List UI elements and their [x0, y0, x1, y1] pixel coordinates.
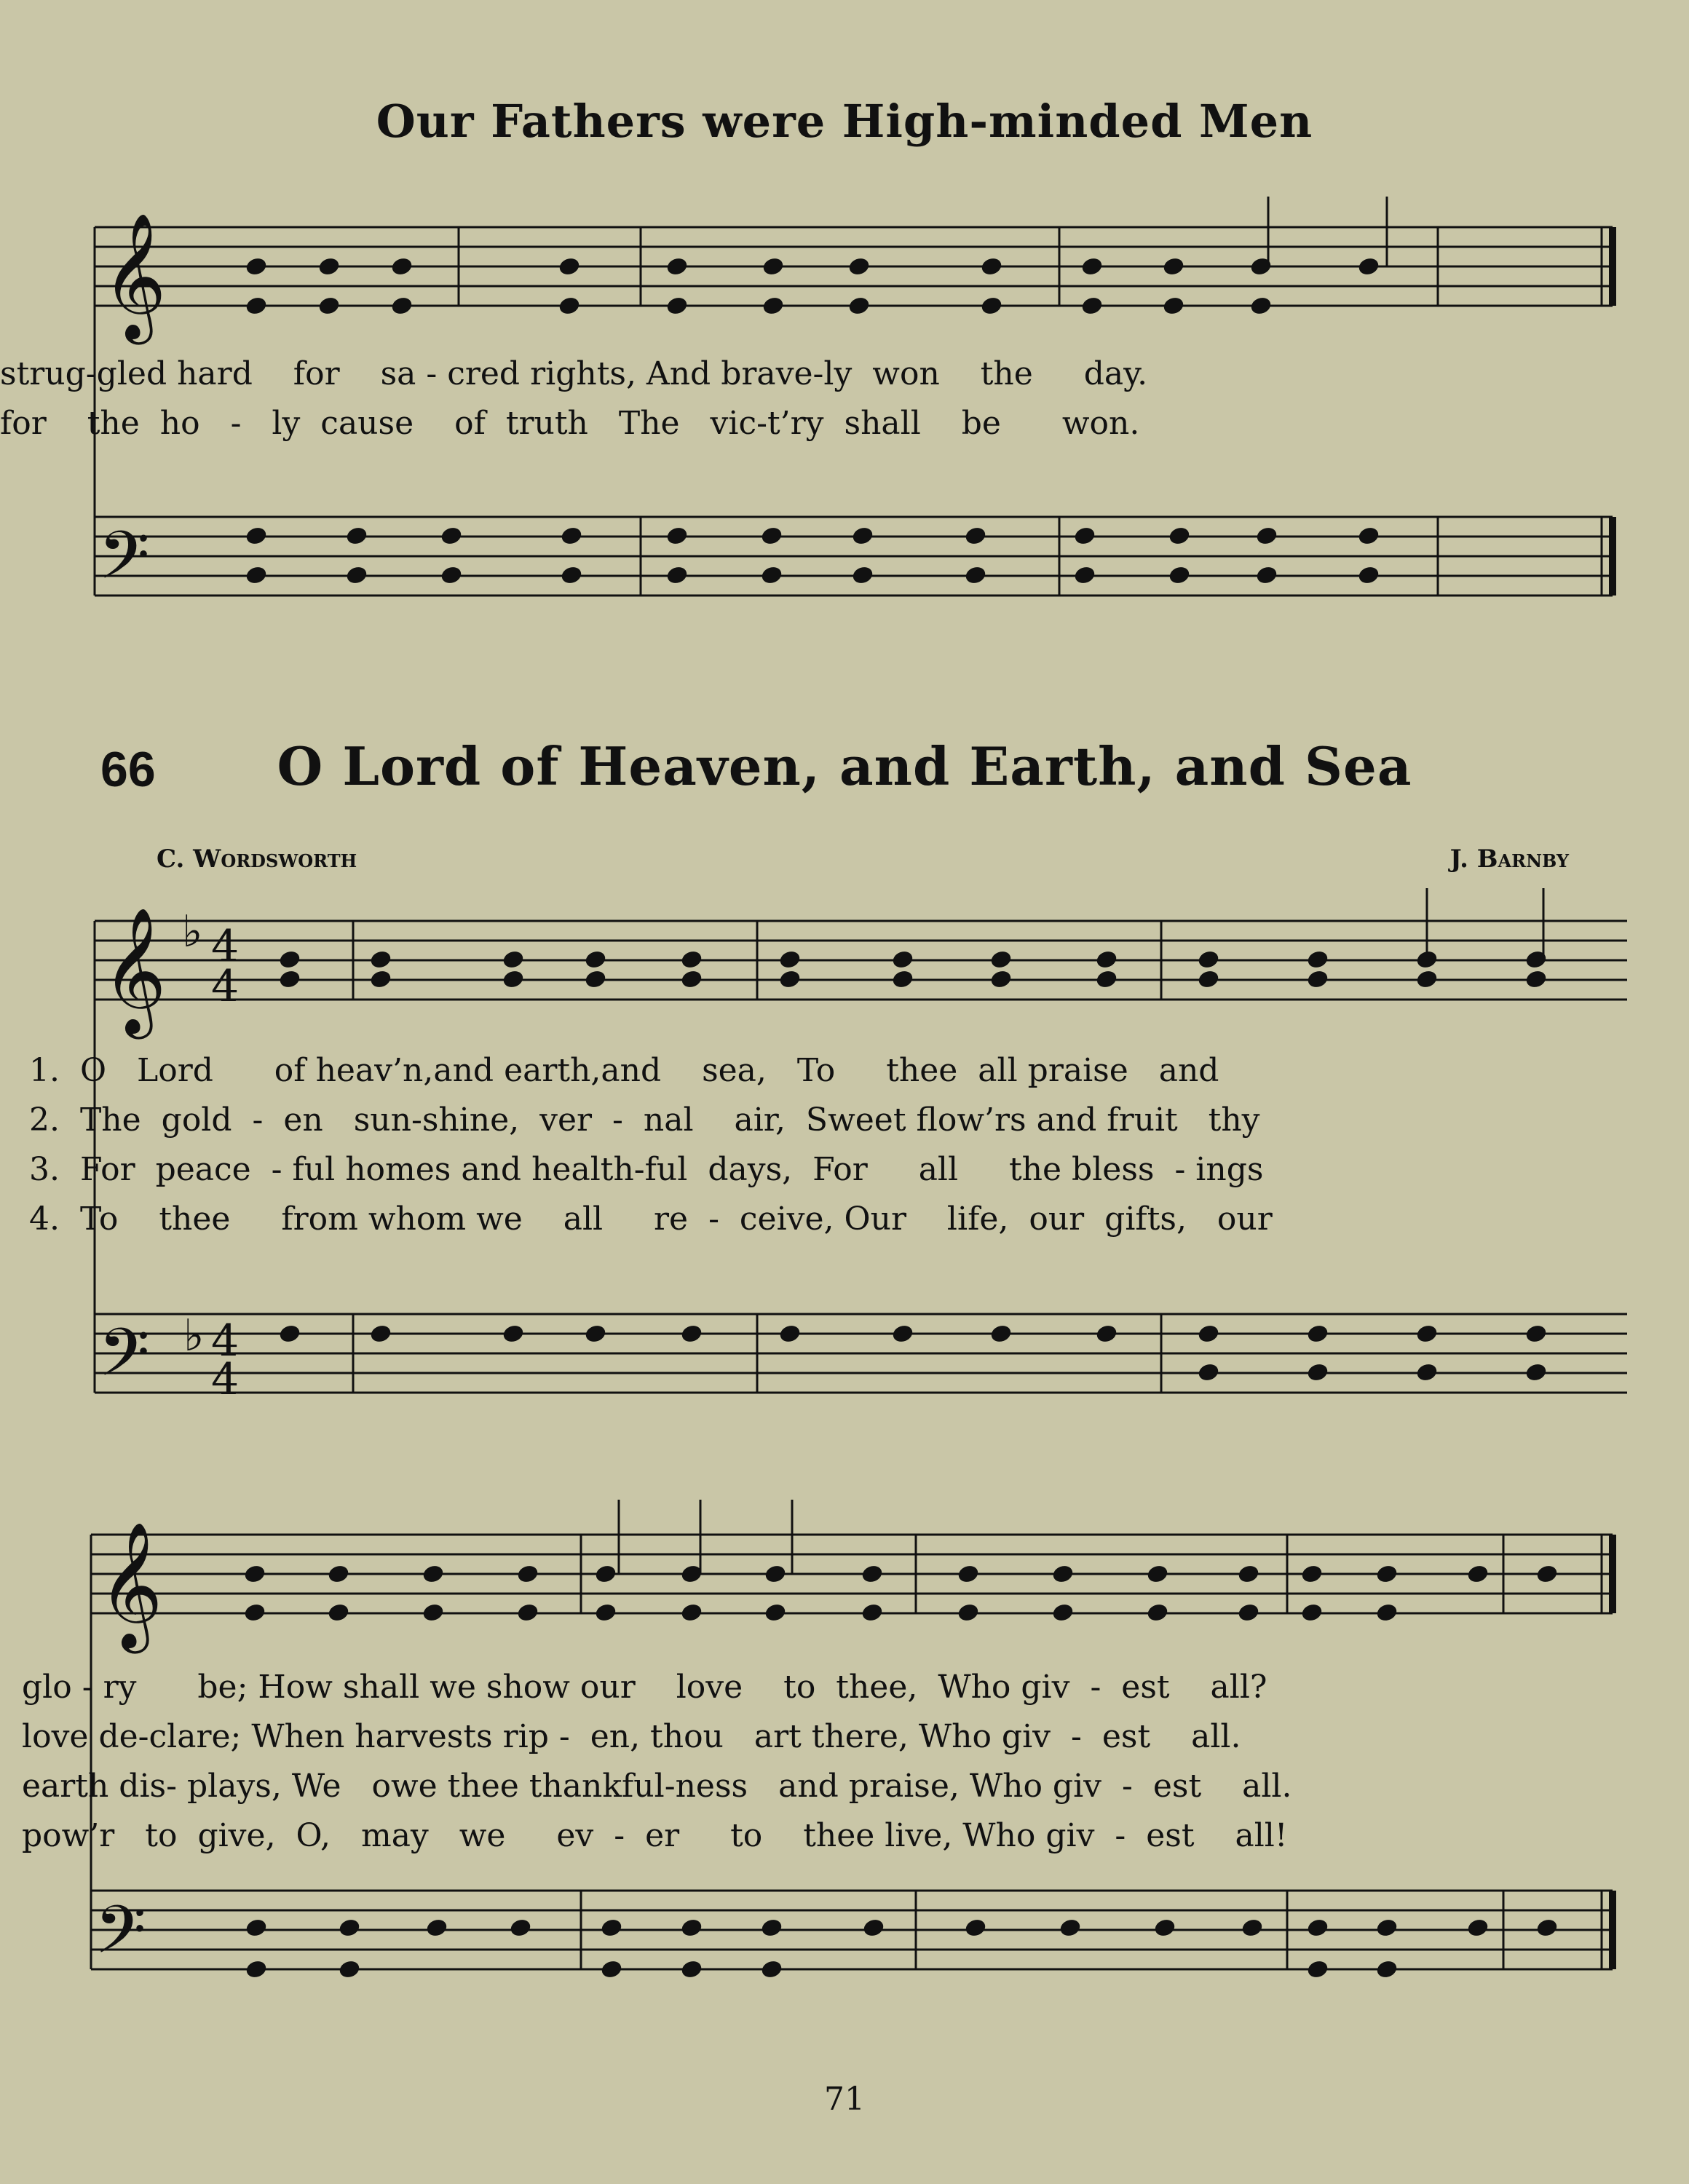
note-head — [317, 296, 340, 316]
note-head — [1249, 296, 1272, 316]
note-head — [422, 1564, 444, 1584]
note-head — [390, 256, 413, 277]
time-signature-bottom: 4 — [211, 961, 240, 1012]
bass-clef: 𝄢 — [98, 517, 150, 610]
note-head — [1535, 1564, 1558, 1584]
note-head — [778, 969, 801, 989]
note-head — [558, 256, 580, 277]
time-signature-top: 4 — [211, 921, 240, 972]
note-head — [762, 256, 784, 277]
note-head — [1095, 1324, 1118, 1344]
note-head — [1306, 1324, 1329, 1344]
note-head — [891, 1324, 914, 1344]
note-head — [1168, 526, 1190, 546]
note-head — [680, 1918, 703, 1938]
note-head — [338, 1959, 360, 1979]
note-head — [764, 1564, 786, 1584]
note-head — [1237, 1602, 1259, 1623]
note-head — [851, 565, 874, 585]
note-head — [1095, 949, 1118, 970]
note-head — [1197, 949, 1219, 970]
note-head — [584, 969, 606, 989]
note-head — [327, 1602, 349, 1623]
note-head — [680, 1959, 703, 1979]
note-head — [1306, 949, 1329, 970]
note-head — [502, 969, 524, 989]
note-head — [1375, 1564, 1398, 1584]
time-signature-bottom: 4 — [211, 1354, 240, 1405]
note-head — [980, 296, 1002, 316]
note-head — [760, 1918, 783, 1938]
hymn-66-verse-4: 4. To thee from whom we all re - ceive, Our life, our gifts, our — [29, 1200, 1273, 1238]
hymn-65-title: Our Fathers were High-minded Men — [376, 95, 1313, 148]
note-head — [245, 1918, 267, 1938]
composer-credit: J. Barnby — [1449, 844, 1569, 874]
note-head — [1466, 1564, 1489, 1584]
flat-sign: ♭ — [183, 1310, 205, 1361]
note-head — [594, 1602, 617, 1623]
hymn-65-verse-1: strug-gled hard for sa - cred rights, And brave-ly won the day. — [0, 355, 1148, 392]
note-head — [1415, 969, 1438, 989]
note-head — [560, 526, 582, 546]
note-head — [1153, 1918, 1176, 1938]
note-head — [245, 1959, 267, 1979]
note-head — [369, 949, 392, 970]
final-barline-thick — [1609, 1891, 1616, 1969]
note-head — [516, 1602, 539, 1623]
note-head — [680, 969, 703, 989]
note-head — [964, 526, 986, 546]
note-head — [851, 526, 874, 546]
note-head — [245, 256, 267, 277]
note-head — [989, 1324, 1012, 1344]
note-head — [1357, 256, 1380, 277]
note-head — [665, 565, 688, 585]
note-head — [245, 526, 267, 546]
note-head — [891, 949, 914, 970]
note-head — [1306, 969, 1329, 989]
note-head — [425, 1918, 448, 1938]
note-head — [1306, 1959, 1329, 1979]
note-head — [338, 1918, 360, 1938]
note-head — [680, 1324, 703, 1344]
note-head — [1073, 565, 1096, 585]
note-head — [847, 256, 870, 277]
note-head — [1168, 565, 1190, 585]
note-head — [1073, 526, 1096, 546]
note-head — [558, 296, 580, 316]
note-head — [1300, 1564, 1323, 1584]
note-head — [778, 949, 801, 970]
note-head — [847, 296, 870, 316]
note-head — [989, 949, 1012, 970]
note-head — [957, 1564, 979, 1584]
hymn-66-verse-1: 1. O Lord of heav’n,and earth,and sea, To thee all praise and — [29, 1052, 1219, 1089]
note-head — [760, 565, 783, 585]
treble-clef: 𝄞 — [102, 213, 167, 339]
note-head — [760, 1959, 783, 1979]
bass-clef: 𝄢 — [98, 1314, 150, 1407]
note-head — [989, 969, 1012, 989]
author-credit: C. Wordsworth — [157, 844, 357, 874]
note-head — [1237, 1564, 1259, 1584]
note-head — [665, 526, 688, 546]
final-barline-thick — [1609, 517, 1616, 596]
time-signature-top: 4 — [211, 1315, 240, 1366]
hymn-66-verse-2: 2. The gold - en sun-shine, ver - nal air, Sweet flow’rs and fruit thy — [29, 1101, 1260, 1139]
note-head — [1524, 1362, 1547, 1382]
note-head — [1535, 1918, 1558, 1938]
bass-clef: 𝄢 — [95, 1891, 146, 1985]
note-head — [502, 1324, 524, 1344]
note-head — [600, 1918, 622, 1938]
note-head — [317, 256, 340, 277]
note-head — [369, 1324, 392, 1344]
note-head — [1415, 1324, 1438, 1344]
note-head — [1357, 526, 1380, 546]
note-head — [245, 296, 267, 316]
note-head — [1080, 296, 1103, 316]
note-head — [680, 1602, 703, 1623]
note-head — [1051, 1564, 1074, 1584]
hymn-66-verse-3: 3. For peace - ful homes and health-ful days, For all the bless - ings — [29, 1151, 1264, 1188]
note-head — [440, 565, 462, 585]
treble-clef: 𝄞 — [98, 1522, 163, 1648]
flat-sign: ♭ — [182, 906, 203, 957]
note-head — [245, 565, 267, 585]
note-head — [584, 1324, 606, 1344]
note-head — [1466, 1918, 1489, 1938]
note-head — [665, 256, 688, 277]
note-head — [440, 526, 462, 546]
note-head — [764, 1602, 786, 1623]
note-head — [1306, 1362, 1329, 1382]
hymn-65-verse-2: for the ho - ly cause of truth The vic-t’ry shall be won. — [0, 405, 1140, 442]
note-head — [891, 969, 914, 989]
note-head — [1375, 1918, 1398, 1938]
page-number: 71 — [824, 2081, 865, 2118]
note-head — [1146, 1564, 1168, 1584]
hymn-66-verse-4-cont: pow’r to give, O, may we ev - er to thee live, Who giv - est all! — [22, 1817, 1288, 1854]
treble-clef: 𝄞 — [102, 907, 167, 1034]
note-head — [1197, 969, 1219, 989]
note-head — [369, 969, 392, 989]
note-head — [778, 1324, 801, 1344]
note-head — [1306, 1918, 1329, 1938]
note-head — [1162, 256, 1184, 277]
note-head — [345, 565, 368, 585]
note-head — [1300, 1602, 1323, 1623]
note-head — [680, 949, 703, 970]
note-head — [600, 1959, 622, 1979]
note-head — [1162, 296, 1184, 316]
note-head — [1524, 969, 1547, 989]
note-head — [1059, 1918, 1081, 1938]
note-head — [327, 1564, 349, 1584]
note-head — [1197, 1324, 1219, 1344]
note-head — [594, 1564, 617, 1584]
note-head — [1415, 1362, 1438, 1382]
note-head — [1051, 1602, 1074, 1623]
note-head — [516, 1564, 539, 1584]
note-head — [760, 526, 783, 546]
note-head — [1524, 1324, 1547, 1344]
note-head — [665, 296, 688, 316]
note-head — [502, 949, 524, 970]
note-head — [1357, 565, 1380, 585]
note-head — [957, 1602, 979, 1623]
note-head — [1255, 526, 1278, 546]
final-barline-thick — [1609, 1535, 1616, 1613]
note-head — [1255, 565, 1278, 585]
note-head — [1080, 256, 1103, 277]
note-head — [1241, 1918, 1263, 1938]
note-head — [1375, 1959, 1398, 1979]
note-head — [964, 565, 986, 585]
note-head — [1375, 1602, 1398, 1623]
note-head — [278, 1324, 301, 1344]
note-head — [509, 1918, 531, 1938]
hymn-66-verse-1-cont: glo - ry be; How shall we show our love to thee, Who giv - est all? — [22, 1669, 1267, 1706]
note-head — [243, 1602, 266, 1623]
note-head — [861, 1564, 883, 1584]
note-head — [243, 1564, 266, 1584]
final-barline-thick — [1609, 227, 1616, 306]
note-head — [862, 1918, 885, 1938]
note-head — [762, 296, 784, 316]
note-head — [964, 1918, 986, 1938]
hymn-number: 66 — [100, 742, 156, 797]
note-head — [390, 296, 413, 316]
note-head — [584, 949, 606, 970]
hymn-66-title: O Lord of Heaven, and Earth, and Sea — [277, 735, 1412, 797]
hymn-66-verse-2-cont: love de-clare; When harvests rip - en, thou art there, Who giv - est all. — [22, 1718, 1241, 1755]
note-head — [980, 256, 1002, 277]
note-head — [1197, 1362, 1219, 1382]
note-head — [278, 949, 301, 970]
note-head — [560, 565, 582, 585]
note-head — [278, 969, 301, 989]
note-head — [345, 526, 368, 546]
note-head — [1146, 1602, 1168, 1623]
note-head — [422, 1602, 444, 1623]
note-head — [861, 1602, 883, 1623]
hymn-66-verse-3-cont: earth dis- plays, We owe thee thankful-ness and praise, Who giv - est all. — [22, 1768, 1292, 1805]
note-head — [1095, 969, 1118, 989]
